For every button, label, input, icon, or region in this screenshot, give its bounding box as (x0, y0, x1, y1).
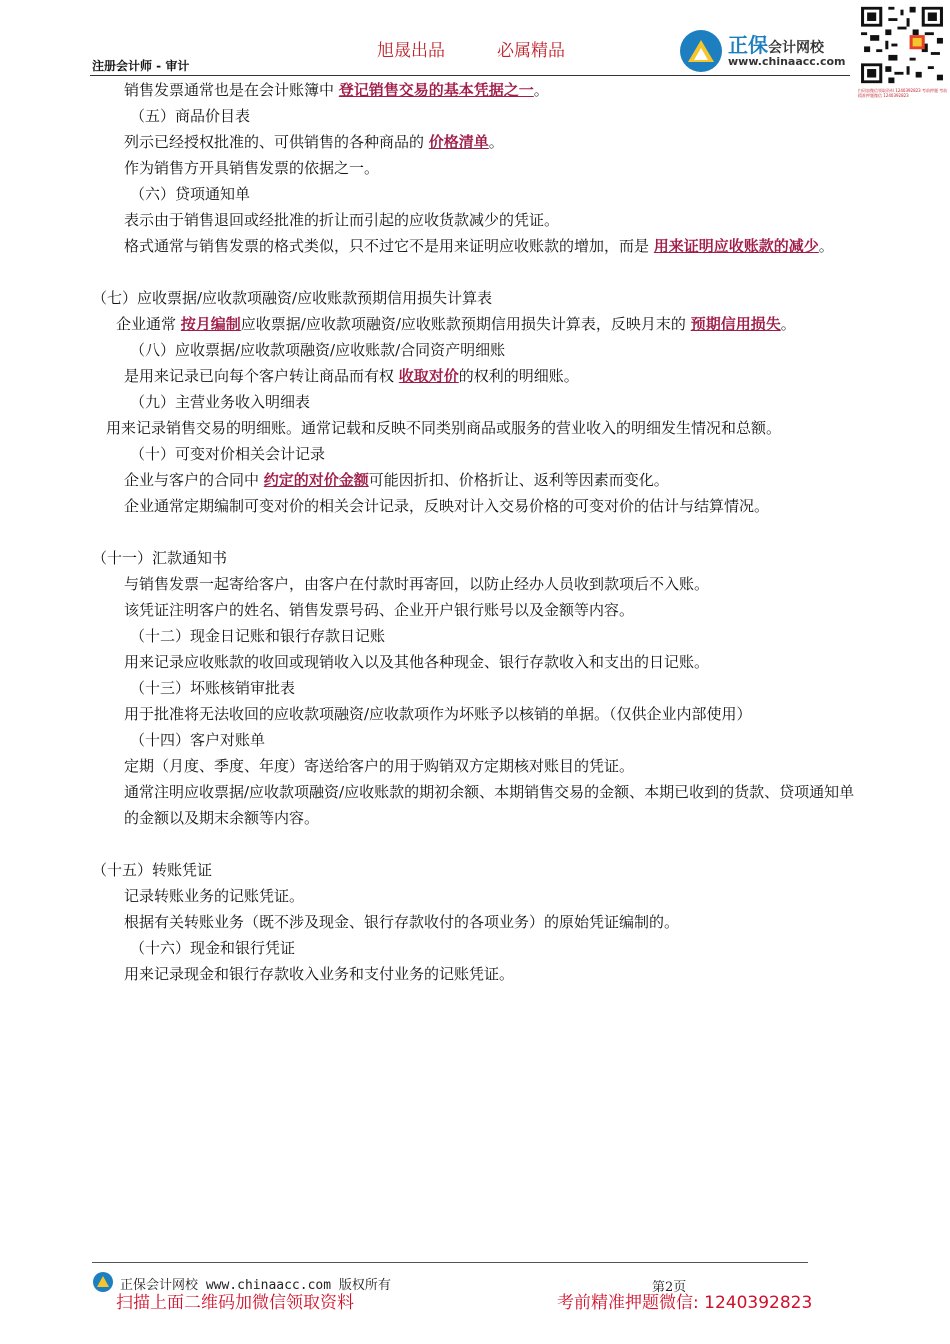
text-line (92, 623, 857, 649)
text-span: 可能因折扣、价格折让、返利等因素而变化。 (368, 471, 669, 489)
text-span: （八）应收票据/应收款项融资/应收账款/合同资产明细账 (130, 341, 506, 359)
promo-left: 扫描上面二维码加微信领取资料 (116, 1293, 354, 1313)
header-divider (90, 75, 850, 76)
text-line (92, 155, 857, 181)
text-line (92, 727, 857, 753)
qr-code-icon[interactable] (858, 4, 946, 86)
course-title: 注册会计师 - 审计 (92, 59, 190, 73)
text-line (92, 883, 857, 909)
text-line (92, 207, 857, 233)
text-span: 。 (780, 315, 796, 333)
text-span: （十二）现金日记账和银行存款日记账 (130, 627, 386, 645)
text-span: 用来记录现金和银行存款收入业务和支付业务的记账凭证。 (124, 965, 515, 983)
text-line (92, 545, 857, 571)
brand-logo[interactable] (680, 30, 846, 72)
text-line (92, 701, 857, 727)
text-span: 。 (818, 237, 834, 255)
paragraph-gap (92, 831, 857, 857)
highlighted-keyword: 约定的对价金额 (263, 471, 369, 489)
text-span: （十六）现金和银行凭证 (130, 939, 296, 957)
text-line (92, 779, 857, 831)
text-span: （九）主营业务收入明细表 (130, 393, 311, 411)
text-span: 表示由于销售退回或经批准的折让而引起的应收货款减少的凭证。 (124, 211, 560, 229)
text-span: 用于批准将无法收回的应收款项融资/应收款项作为坏账予以核销的单据。（仅供企业内部使用） (124, 705, 752, 723)
text-line (92, 935, 857, 961)
promo-right: 考前精准押题微信: 1240392823 (557, 1293, 813, 1313)
slogan-right: 必属精品 (497, 41, 565, 61)
text-span: 记录转账业务的记账凭证。 (124, 887, 305, 905)
text-line (92, 909, 857, 935)
text-line (92, 415, 857, 441)
text-line (92, 389, 857, 415)
text-span: （十三）坏账核销审批表 (130, 679, 296, 697)
text-line (92, 597, 857, 623)
text-span: 与销售发票一起寄给客户，由客户在付款时再寄回，以防止经办人员收到款项后不入账。 (124, 575, 710, 593)
highlighted-keyword: 预期信用损失 (690, 315, 781, 333)
text-span: 销售发票通常也是在会计账簿中 (124, 81, 339, 99)
text-line (92, 285, 857, 311)
paragraph-gap (92, 519, 857, 545)
text-span: 的权利的明细账。 (458, 367, 579, 385)
text-line (92, 753, 857, 779)
text-line (92, 103, 857, 129)
logo-icon (680, 30, 722, 72)
text-span: 通常注明应收票据/应收款项融资/应收账款的期初余额、本期销售交易的金额、本期已收到的货款、贷项通知单的金额以及期末余额等内容。 (124, 783, 855, 827)
text-line (92, 649, 857, 675)
text-span: 定期（月度、季度、年度）寄送给客户的用于购销双方定期核对账目的凭证。 (124, 757, 635, 775)
text-span: 列示已经授权批准的、可供销售的各种商品的 (124, 133, 429, 151)
text-span: 。 (533, 81, 549, 99)
text-line (92, 77, 857, 103)
text-span: 格式通常与销售发票的格式类似，只不过它不是用来证明应收账款的增加，而是 (124, 237, 654, 255)
text-line (92, 441, 857, 467)
footer-divider (92, 1262, 808, 1263)
qr-caption: 扫码加微信领取资料 1240392823 考前押题 考前精准押题微信 1240392823 (858, 88, 948, 98)
text-span: 该凭证注明客户的姓名、销售发票号码、企业开户银行账号以及金额等内容。 (124, 601, 635, 619)
text-line (92, 857, 857, 883)
text-span: 用来记录销售交易的明细账。通常记载和反映不同类别商品或服务的营业收入的明细发生情况和总额。 (106, 419, 782, 437)
text-span: 应收票据/应收款项融资/应收账款预期信用损失计算表，反映月末的 (240, 315, 691, 333)
text-span: （六）贷项通知单 (130, 185, 251, 203)
text-span: 根据有关转账业务（既不涉及现金、银行存款收付的各项业务）的原始凭证编制的。 (124, 913, 680, 931)
text-line (92, 129, 857, 155)
text-line (92, 181, 857, 207)
logo-url: www.chinaacc.com (728, 55, 846, 69)
text-span: （十）可变对价相关会计记录 (130, 445, 326, 463)
document-body (92, 77, 857, 987)
page-number: 第2页 (652, 1280, 687, 1295)
text-line (92, 363, 857, 389)
highlighted-keyword: 登记销售交易的基本凭据之一 (338, 81, 534, 99)
text-span: （十一）汇款通知书 (92, 549, 228, 567)
text-line (92, 571, 857, 597)
highlighted-keyword: 按月编制 (180, 315, 241, 333)
text-line (92, 961, 857, 987)
highlighted-keyword: 收取对价 (398, 367, 459, 385)
text-span: （十五）转账凭证 (92, 861, 213, 879)
text-line (92, 675, 857, 701)
logo-name: 正保会计网校 (728, 32, 824, 57)
slogan-left: 旭晟出品 (377, 41, 445, 61)
text-span: 企业通常 (116, 315, 181, 333)
text-span: （十四）客户对账单 (130, 731, 266, 749)
text-span: 用来记录应收账款的收回或现销收入以及其他各种现金、银行存款收入和支出的日记账。 (124, 653, 710, 671)
text-span: 。 (488, 133, 504, 151)
text-span: 是用来记录已向每个客户转让商品而有权 (124, 367, 399, 385)
text-span: 企业与客户的合同中 (124, 471, 264, 489)
footer-copyright: 正保会计网校 www.chinaacc.com 版权所有 (120, 1278, 391, 1293)
text-line (92, 337, 857, 363)
text-span: （五）商品价目表 (130, 107, 251, 125)
text-line (92, 311, 857, 337)
text-line (92, 493, 857, 519)
text-line (92, 467, 857, 493)
text-span: 企业通常定期编制可变对价的相关会计记录，反映对计入交易价格的可变对价的估计与结算情况。 (124, 497, 770, 515)
text-span: 作为销售方开具销售发票的依据之一。 (124, 159, 380, 177)
text-span: （七）应收票据/应收款项融资/应收账款预期信用损失计算表 (92, 289, 493, 307)
highlighted-keyword: 价格清单 (428, 133, 489, 151)
logo-sub: 会计网校 (768, 39, 824, 56)
text-line (92, 233, 857, 259)
footer-logo-icon (93, 1272, 113, 1292)
highlighted-keyword: 用来证明应收账款的减少 (653, 237, 819, 255)
paragraph-gap (92, 259, 857, 285)
